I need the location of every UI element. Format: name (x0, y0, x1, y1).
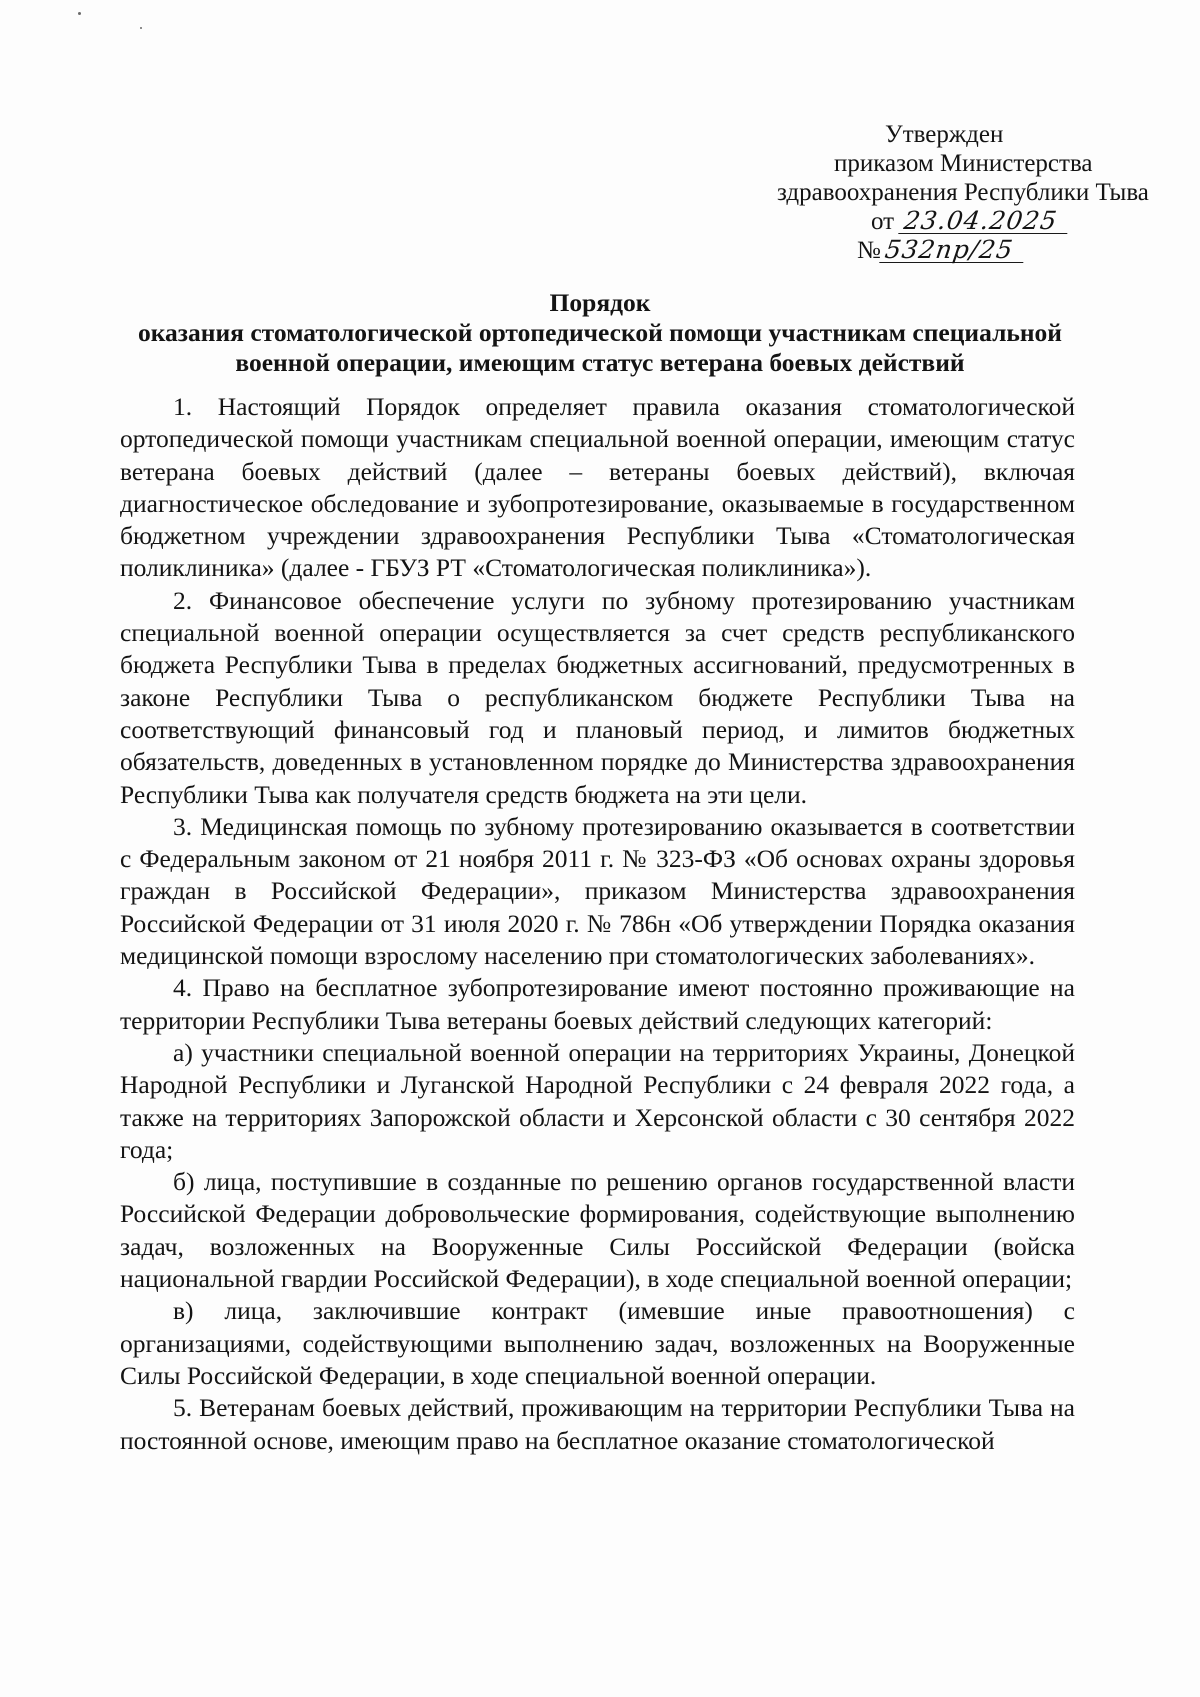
paragraph-4: 4. Право на бесплатное зубопротезирование имеют постоянно проживающие на территории Республики Тыва ветераны боевых действий следующих категорий: (120, 973, 1075, 1035)
document-body (120, 391, 1075, 1457)
title-heading: Порядок (549, 288, 651, 317)
paragraph-2: 2. Финансовое обеспечение услуги по зубному протезированию участникам специальной военной операции осуществляется за счет средств республиканского бюджета Республики Тыва в пределах бюджетных ассигнований, предусмотренных в законе Республики Тыва о республиканском бюджете Республики Тыва на соответствующий финансовый год и плановый период, и лимитов бюджетных обязательств, доведенных в установленном порядке до Министерства здравоохранения Республики Тыва как получателя средств бюджета на эти цели. (120, 585, 1075, 809)
scan-speck (140, 27, 142, 29)
paragraph-4a: а) участники специальной военной операции на территориях Украины, Донецкой Народной Республики и Луганской Народной Республики с 24 февраля 2022 года, а также на территориях Запорожской области и Херсонской области с 30 сентября 2022 года; (120, 1037, 1075, 1164)
approval-number-prefix: № (857, 237, 881, 264)
paragraph-4b: б) лица, поступившие в созданные по решению органов государственной власти Российской Федерации добровольческие формирования, содействующие выполнению задач, возложенных на Вооруженные Силы Российской Федерации (войска национальной гвардии Российской Федерации), в ходе специальной военной операции; (120, 1167, 1075, 1294)
handwritten-date: 23.04.2025 (899, 209, 1072, 234)
approval-stamp-block (770, 120, 1149, 265)
approval-date-prefix: от (871, 208, 895, 235)
paragraph-1: 1. Настоящий Порядок определяет правила оказания стоматологической ортопедической помощи участникам специальной военной операции, имеющим статус ветерана боевых действий (далее – ветераны боевых действий), включая диагностическое обследование и зубопротезирование, оказываемые в государственном бюджетном учреждении здравоохранения Республики Тыва «Стоматологическая поликлиника» (далее - ГБУЗ РТ «Стоматологическая поликлиника»). (120, 392, 1075, 583)
approval-number-line (770, 236, 1130, 265)
paragraph-5: 5. Ветеранам боевых действий, проживающим на территории Республики Тыва на постоянной основе, имеющим право на бесплатное оказание стоматологической (120, 1393, 1075, 1455)
approval-date-line (770, 207, 1130, 236)
approval-line-order: приказом Министерства (834, 150, 1093, 177)
scan-speck (78, 12, 81, 15)
document-title (120, 288, 1080, 378)
approval-line-approved: Утвержден (885, 121, 1004, 148)
paragraph-4c: в) лица, заключившие контракт (имевшие иные правоотношения) с организациями, содействующими выполнению задач, возложенных на Вооруженные Силы Российской Федерации, в ходе специальной военной операции. (120, 1296, 1075, 1390)
title-line-3: военной операции, имеющим статус ветерана боевых действий (235, 348, 965, 377)
paragraph-3: 3. Медицинская помощь по зубному протезированию оказывается в соответствии с Федеральным законом от 21 ноября 2011 г. № 323-ФЗ «Об основах охраны здоровья граждан в Российской Федерации», приказом Министерства здравоохранения Российской Федерации от 31 июля 2020 г. № 786н «Об утверждении Порядка оказания медицинской помощи взрослому населению при стоматологических заболеваниях». (120, 811, 1075, 971)
approval-line-ministry: здравоохранения Республики Тыва (777, 179, 1149, 206)
handwritten-number: 532пр/25 (879, 238, 1027, 263)
title-line-2: оказания стоматологической ортопедической помощи участникам специальной (137, 318, 1062, 347)
